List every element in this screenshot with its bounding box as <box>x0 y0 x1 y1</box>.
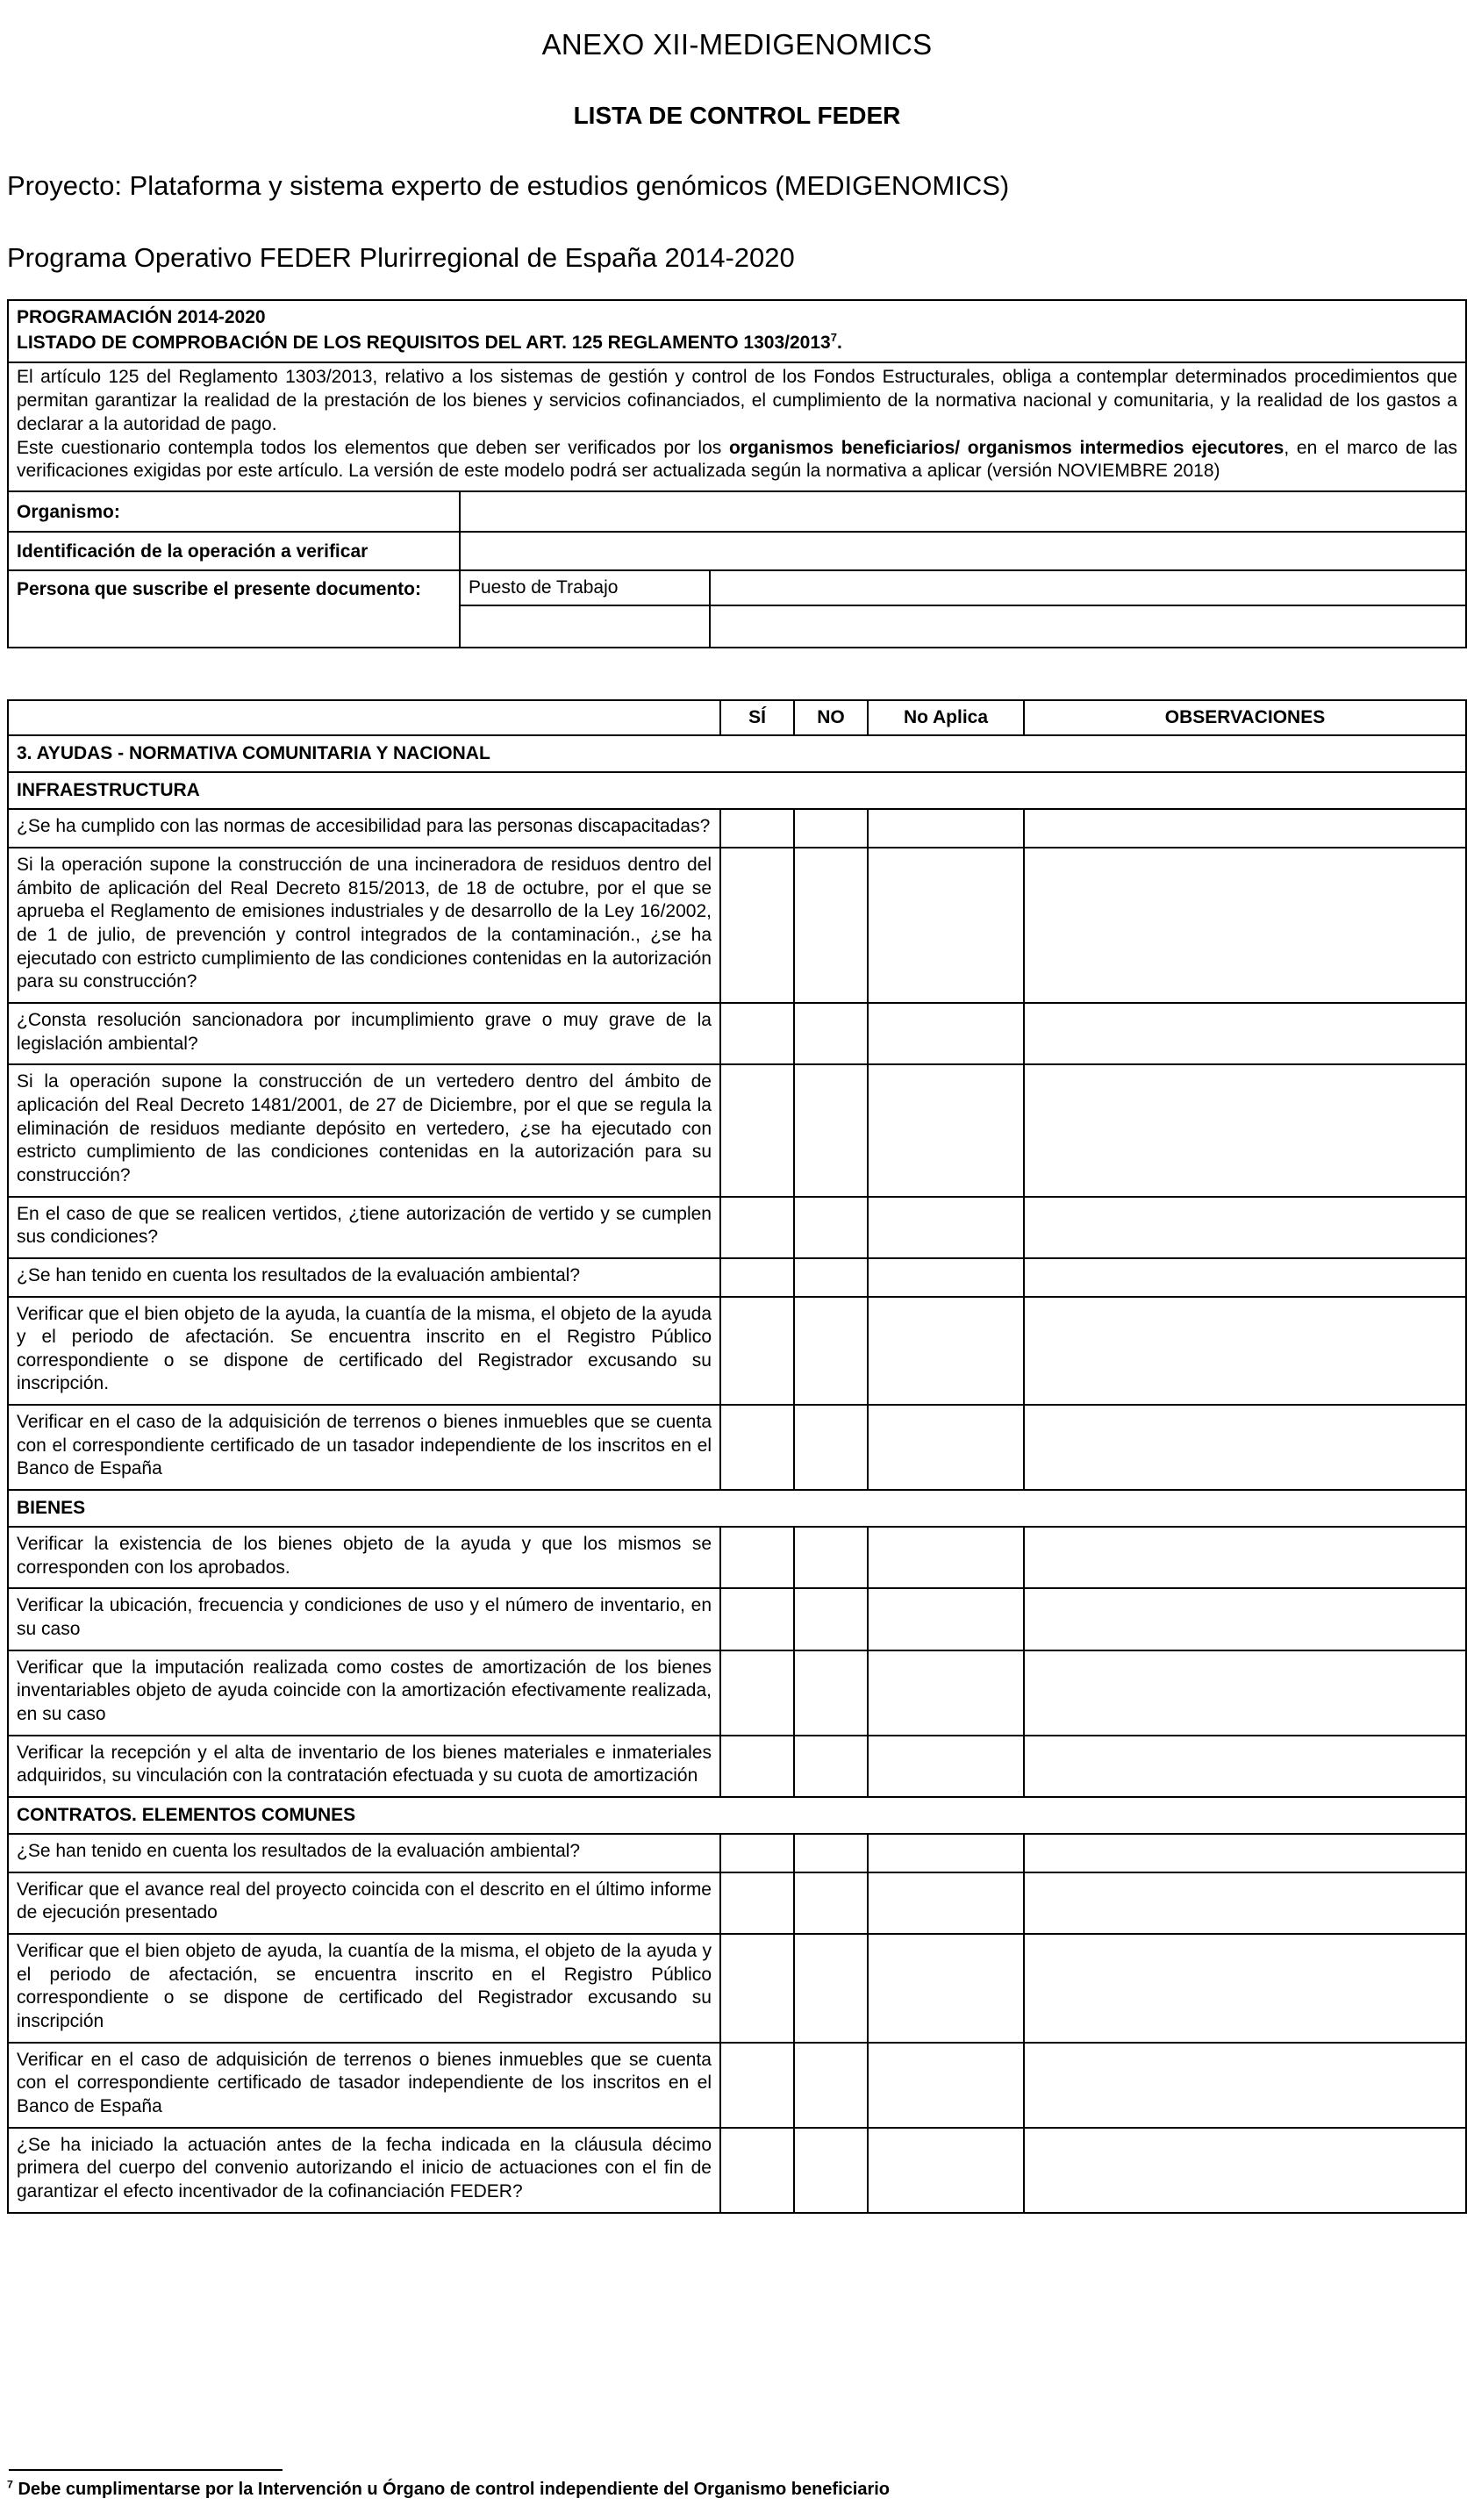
si-cell[interactable] <box>720 1297 794 1406</box>
intro-table <box>7 299 1467 648</box>
question-text: Verificar que el bien objeto de ayuda, la cuantía de la misma, el objeto de la ayuda y el periodo de afectación, se encuentra inscrito en el Registro Público correspondiente o se dispone de certificado del Registrador excusando su inscripción <box>8 1934 720 2043</box>
no-cell[interactable] <box>794 1872 868 1934</box>
question-text: Verificar que la imputación realizada como costes de amortización de los bienes inventariables objeto de ayuda coincide con la amortización efectivamente realizada, en su caso <box>8 1650 720 1736</box>
question-row <box>8 1003 1466 1064</box>
no-cell[interactable] <box>794 1736 868 1797</box>
intro-paragraph-cell <box>8 362 1466 491</box>
no-cell[interactable] <box>794 1405 868 1490</box>
question-text: Verificar la recepción y el alta de inventario de los bienes materiales e inmateriales adquiridos, su vinculación con la contratación efectuada y su cuota de amortización <box>8 1736 720 1797</box>
observaciones-cell[interactable] <box>1024 1588 1466 1650</box>
section-row <box>8 735 1466 772</box>
programming-heading: PROGRAMACIÓN 2014-2020 <box>17 307 266 328</box>
footnote <box>7 2416 1467 2501</box>
checklist-header-row <box>8 700 1466 735</box>
question-text: Verificar en el caso de adquisición de terrenos o bienes inmuebles que se cuenta con el correspondiente certificado de tasador independiente de los inscritos en el Banco de España <box>8 2043 720 2128</box>
observaciones-cell[interactable] <box>1024 1197 1466 1258</box>
question-column-header <box>8 700 720 735</box>
si-cell[interactable] <box>720 2128 794 2213</box>
footnote-marker: 7 <box>7 2478 13 2491</box>
observaciones-cell[interactable] <box>1024 1650 1466 1736</box>
observaciones-cell[interactable] <box>1024 809 1466 848</box>
no-cell[interactable] <box>794 848 868 1003</box>
observaciones-cell[interactable] <box>1024 1258 1466 1297</box>
no-cell[interactable] <box>794 1197 868 1258</box>
intro-paragraph-2 <box>17 437 1457 484</box>
no-aplica-cell[interactable] <box>868 2043 1024 2128</box>
footnote-text: Debe cumplimentarse por la Intervención u Órgano de control independiente del Organismo beneficiario <box>18 2480 890 2499</box>
no-aplica-cell[interactable] <box>868 1934 1024 2043</box>
observaciones-cell[interactable] <box>1024 1003 1466 1064</box>
no-aplica-cell[interactable] <box>868 1527 1024 1588</box>
no-aplica-cell[interactable] <box>868 1872 1024 1934</box>
persona-row <box>8 570 1466 605</box>
puesto-label: Puesto de Trabajo <box>460 570 710 605</box>
question-row <box>8 1197 1466 1258</box>
question-row <box>8 1834 1466 1872</box>
question-row <box>8 1872 1466 1934</box>
observaciones-cell[interactable] <box>1024 1934 1466 2043</box>
si-cell[interactable] <box>720 1197 794 1258</box>
no-cell[interactable] <box>794 1834 868 1872</box>
si-cell[interactable] <box>720 1527 794 1588</box>
section-label: CONTRATOS. ELEMENTOS COMUNES <box>8 1797 1466 1834</box>
intro-paragraph-2-before: Este cuestionario contempla todos los elementos que deben ser verificados por los <box>17 437 729 458</box>
si-cell[interactable] <box>720 1003 794 1064</box>
no-cell[interactable] <box>794 1650 868 1736</box>
col-header-si: SÍ <box>720 700 794 735</box>
question-text: ¿Se ha iniciado la actuación antes de la fecha indicada en la cláusula décimo primera del cuerpo del convenio autorizando el inicio de actuaciones con el fin de garantizar el efecto incentivador de la cofinanciación FEDER? <box>8 2128 720 2213</box>
col-header-no: NO <box>794 700 868 735</box>
no-aplica-cell[interactable] <box>868 1003 1024 1064</box>
question-row <box>8 1588 1466 1650</box>
persona-label: Persona que suscribe el presente documento: <box>8 570 460 648</box>
checklist-table <box>7 699 1467 2213</box>
si-cell[interactable] <box>720 1064 794 1196</box>
no-aplica-cell[interactable] <box>868 1405 1024 1490</box>
question-text: Verificar la ubicación, frecuencia y condiciones de uso y el número de inventario, en su caso <box>8 1588 720 1650</box>
si-cell[interactable] <box>720 1588 794 1650</box>
si-cell[interactable] <box>720 1872 794 1934</box>
question-row <box>8 848 1466 1003</box>
si-cell[interactable] <box>720 1934 794 2043</box>
question-text: Si la operación supone la construcción de un vertedero dentro del ámbito de aplicación del Real Decreto 1481/2001, de 27 de Diciembre, por el que se regula la eliminación de residuos mediante depósito en vertedero, ¿se ha ejecutado con estricto cumplimiento de las condiciones contenidas en la autorización para su construcción? <box>8 1064 720 1196</box>
no-cell[interactable] <box>794 1064 868 1196</box>
si-cell[interactable] <box>720 2043 794 2128</box>
observaciones-cell[interactable] <box>1024 1297 1466 1406</box>
no-cell[interactable] <box>794 2128 868 2213</box>
no-aplica-cell[interactable] <box>868 1197 1024 1258</box>
question-text: En el caso de que se realicen vertidos, ¿tiene autorización de vertido y se cumplen sus condiciones? <box>8 1197 720 1258</box>
identificacion-value-field[interactable] <box>460 532 1466 570</box>
observaciones-cell[interactable] <box>1024 2128 1466 2213</box>
identificacion-label: Identificación de la operación a verificar <box>8 532 460 570</box>
observaciones-cell[interactable] <box>1024 1405 1466 1490</box>
no-aplica-cell[interactable] <box>868 1588 1024 1650</box>
intro-paragraph-row <box>8 362 1466 491</box>
observaciones-cell[interactable] <box>1024 1064 1466 1196</box>
intro-paragraph-2-after: , en el marco de las verificaciones exigidas por este artículo. La versión de este modelo podrá ser actualizada según la normativa a aplicar (versión NOVIEMBRE 2018) <box>17 437 1457 482</box>
si-cell[interactable] <box>720 1834 794 1872</box>
col-header-no-aplica: No Aplica <box>868 700 1024 735</box>
persona-value-field-left[interactable] <box>460 605 710 648</box>
question-text: ¿Se han tenido en cuenta los resultados de la evaluación ambiental? <box>8 1834 720 1872</box>
question-row <box>8 2043 1466 2128</box>
observaciones-cell[interactable] <box>1024 2043 1466 2128</box>
heading-tail: . <box>836 332 842 353</box>
observaciones-cell[interactable] <box>1024 1527 1466 1588</box>
organismo-row <box>8 491 1466 532</box>
si-cell[interactable] <box>720 1650 794 1736</box>
question-row <box>8 1258 1466 1297</box>
section-label: 3. AYUDAS - NORMATIVA COMUNITARIA Y NACIONAL <box>8 735 1466 772</box>
program-line: Programa Operativo FEDER Plurirregional de España 2014-2020 <box>7 241 795 273</box>
intro-paragraph-2-bold: organismos beneficiarios/ organismos intermedios ejecutores <box>728 437 1284 458</box>
no-aplica-cell[interactable] <box>868 1258 1024 1297</box>
page-title: ANEXO XII-MEDIGENOMICS <box>541 28 933 61</box>
si-cell[interactable] <box>720 848 794 1003</box>
question-row <box>8 1405 1466 1490</box>
project-line: Proyecto: Plataforma y sistema experto de estudios genómicos (MEDIGENOMICS) <box>7 170 1010 201</box>
no-cell[interactable] <box>794 2043 868 2128</box>
question-row <box>8 1934 1466 2043</box>
no-aplica-cell[interactable] <box>868 1064 1024 1196</box>
section-row <box>8 1797 1466 1834</box>
intro-heading-cell <box>8 300 1466 362</box>
listado-heading-text: LISTADO DE COMPROBACIÓN DE LOS REQUISITOS DEL ART. 125 REGLAMENTO 1303/2013 <box>17 332 831 353</box>
section-label: INFRAESTRUCTURA <box>8 772 1466 809</box>
question-text: Verificar que el avance real del proyecto coincida con el descrito en el último informe de ejecución presentado <box>8 1872 720 1934</box>
intro-heading-row <box>8 300 1466 362</box>
intro-paragraph-1: El artículo 125 del Reglamento 1303/2013, relativo a los sistemas de gestión y control de los Fondos Estructurales, obliga a contemplar determinados procedimientos que permitan garantizar la realidad de la prestación de los bienes y servicios cofinanciados, el cumplimiento de la normativa nacional y comunitaria, y la realidad de los gastos a declarar a la autoridad de pago. <box>17 366 1457 434</box>
no-aplica-cell[interactable] <box>868 1736 1024 1797</box>
question-text: ¿Se ha cumplido con las normas de accesibilidad para las personas discapacitadas? <box>8 809 720 848</box>
no-aplica-cell[interactable] <box>868 1650 1024 1736</box>
si-cell[interactable] <box>720 1405 794 1490</box>
puesto-value-field[interactable] <box>710 570 1466 605</box>
footnote-separator <box>9 2469 283 2471</box>
no-cell[interactable] <box>794 1934 868 2043</box>
no-cell[interactable] <box>794 1588 868 1650</box>
observaciones-cell[interactable] <box>1024 1834 1466 1872</box>
question-row <box>8 1297 1466 1406</box>
question-row <box>8 1527 1466 1588</box>
footnote-text-line <box>7 2478 1467 2501</box>
question-row <box>8 1650 1466 1736</box>
no-aplica-cell[interactable] <box>868 1297 1024 1406</box>
no-aplica-cell[interactable] <box>868 1834 1024 1872</box>
no-cell[interactable] <box>794 809 868 848</box>
no-cell[interactable] <box>794 1527 868 1588</box>
question-text: ¿Se han tenido en cuenta los resultados de la evaluación ambiental? <box>8 1258 720 1297</box>
observaciones-cell[interactable] <box>1024 848 1466 1003</box>
si-cell[interactable] <box>720 1258 794 1297</box>
listado-heading <box>17 331 1457 355</box>
question-row <box>8 1064 1466 1196</box>
si-cell[interactable] <box>720 1736 794 1797</box>
persona-value-field-right[interactable] <box>710 605 1466 648</box>
question-text: Verificar que el bien objeto de la ayuda, la cuantía de la misma, el objeto de la ayuda y el periodo de afectación. Se encuentra inscrito en el Registro Público correspondiente o se dispone de certificado del Registrador excusando su inscripción. <box>8 1297 720 1406</box>
si-cell[interactable] <box>720 809 794 848</box>
page-subtitle: LISTA DE CONTROL FEDER <box>573 102 901 129</box>
section-label: BIENES <box>8 1490 1466 1527</box>
organismo-value-field[interactable] <box>460 491 1466 532</box>
observaciones-cell[interactable] <box>1024 1872 1466 1934</box>
identificacion-row <box>8 532 1466 570</box>
question-text: Si la operación supone la construcción de una incineradora de residuos dentro del ámbito de aplicación del Real Decreto 815/2013, de 18 de octubre, por el que se aprueba el Reglamento de emisiones industriales y de desarrollo de la Ley 16/2002, de 1 de julio, de prevención y control integrados de la contaminación., ¿se ha ejecutado con estricto cumplimiento de las condiciones contenidas en la autorización para su construcción? <box>8 848 720 1003</box>
question-text: ¿Consta resolución sancionadora por incumplimiento grave o muy grave de la legislación ambiental? <box>8 1003 720 1064</box>
no-aplica-cell[interactable] <box>868 848 1024 1003</box>
no-cell[interactable] <box>794 1297 868 1406</box>
organismo-label: Organismo: <box>8 491 460 532</box>
no-cell[interactable] <box>794 1003 868 1064</box>
question-row <box>8 2128 1466 2213</box>
question-text: Verificar la existencia de los bienes objeto de la ayuda y que los mismos se corresponden con los aprobados. <box>8 1527 720 1588</box>
question-text: Verificar en el caso de la adquisición de terrenos o bienes inmuebles que se cuenta con el correspondiente certificado de un tasador independiente de los inscritos en el Banco de España <box>8 1405 720 1490</box>
col-header-observaciones: OBSERVACIONES <box>1024 700 1466 735</box>
section-row <box>8 1490 1466 1527</box>
observaciones-cell[interactable] <box>1024 1736 1466 1797</box>
section-row <box>8 772 1466 809</box>
no-aplica-cell[interactable] <box>868 809 1024 848</box>
no-cell[interactable] <box>794 1258 868 1297</box>
question-row <box>8 1736 1466 1797</box>
question-row <box>8 809 1466 848</box>
heading-footnote-ref: 7 <box>830 330 837 344</box>
no-aplica-cell[interactable] <box>868 2128 1024 2213</box>
